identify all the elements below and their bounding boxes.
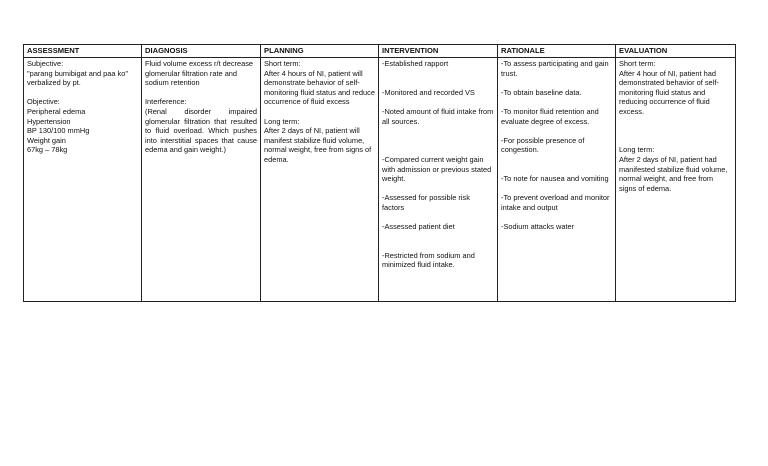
intervention-item: -Noted amount of fluid intake from all sources. (382, 106, 496, 126)
evaluation-long-label: Long term: (619, 145, 655, 155)
objective-item: Weight gain (27, 135, 66, 145)
objective-item: Peripheral edema (27, 106, 86, 116)
intervention-item: -Established rapport (382, 59, 449, 68)
objective-label: Objective: (27, 97, 60, 107)
rationale-item: -Sodium attacks water (501, 222, 575, 232)
intervention-item: -Compared current weight gain with admission or previous stated weight. (382, 154, 494, 184)
objective-item: BP 130/100 mmHg (27, 126, 90, 136)
evaluation-short-text: After 4 hour of NI, patient had demonstrated behavior of self-monitoring fluid status and reducing occurrence of fluid excess. (619, 68, 719, 116)
header-evaluation: EVALUATION (616, 45, 736, 58)
intervention-item: -Assessed patient diet (382, 222, 455, 232)
intervention-item: -Monitored and recorded VS (382, 87, 475, 97)
rationale-item: -To note for nausea and vomiting (501, 174, 609, 184)
rationale-item: -For possible presence of congestion. (501, 135, 587, 155)
diagnosis-cell (142, 58, 261, 302)
subjective-text: "parang bumibigat and paa ko" verbalized by pt. (27, 68, 131, 88)
planning-short-label: Short term: (264, 59, 301, 68)
planning-cell (261, 58, 379, 302)
header-intervention: INTERVENTION (379, 45, 498, 58)
rationale-item: -To prevent overload and monitor intake and output (501, 193, 612, 212)
rationale-cell (498, 58, 616, 302)
rationale-item: -To assess participating and gain trust. (501, 59, 611, 78)
interference-label: Interference: (145, 97, 187, 107)
intervention-cell (379, 58, 498, 302)
header-planning: PLANNING (261, 45, 379, 58)
assessment-cell (24, 58, 142, 302)
intervention-item: -Restricted from sodium and minimized fluid intake. (382, 250, 477, 270)
intervention-item: -Assessed for possible risk factors (382, 193, 472, 212)
diagnosis-text: Fluid volume excess r/t decrease glomerular filtration rate and sodium retention (145, 59, 256, 88)
header-row (24, 45, 736, 58)
nursing-care-plan-table (23, 44, 736, 302)
objective-item: 67kg – 78kg (27, 145, 68, 155)
planning-short-text: After 4 hours of NI, patient will demonstrate behavior of self-monitoring fluid status and reduce occurrence of fluid excess (264, 68, 377, 107)
evaluation-long-text: After 2 days of NI, patient had manifested stabilize fluid volume, normal weight, and free from signs of edema. (619, 154, 730, 193)
rationale-item: -To monitor fluid retention and evaluate degree of excess. (501, 106, 601, 126)
header-diagnosis: DIAGNOSIS (142, 45, 261, 58)
objective-item: Hypertension (27, 116, 71, 126)
rationale-item: -To obtain baseline data. (501, 87, 582, 97)
subjective-label: Subjective: (27, 59, 64, 68)
evaluation-short-label: Short term: (619, 59, 656, 68)
header-rationale: RATIONALE (498, 45, 616, 58)
content-row (24, 58, 736, 302)
planning-long-text: After 2 days of NI, patient will manifest stabilize fluid volume, normal weight, free from signs of edema. (264, 126, 374, 164)
planning-long-label: Long term: (264, 116, 300, 126)
header-assessment: ASSESSMENT (24, 45, 142, 58)
interference-text: (Renal disorder impaired glomerular filtration that resulted to fluid overload. Which pushes into interstitial spaces that cause edema and gain weight.) (145, 106, 260, 155)
evaluation-cell (616, 58, 736, 302)
